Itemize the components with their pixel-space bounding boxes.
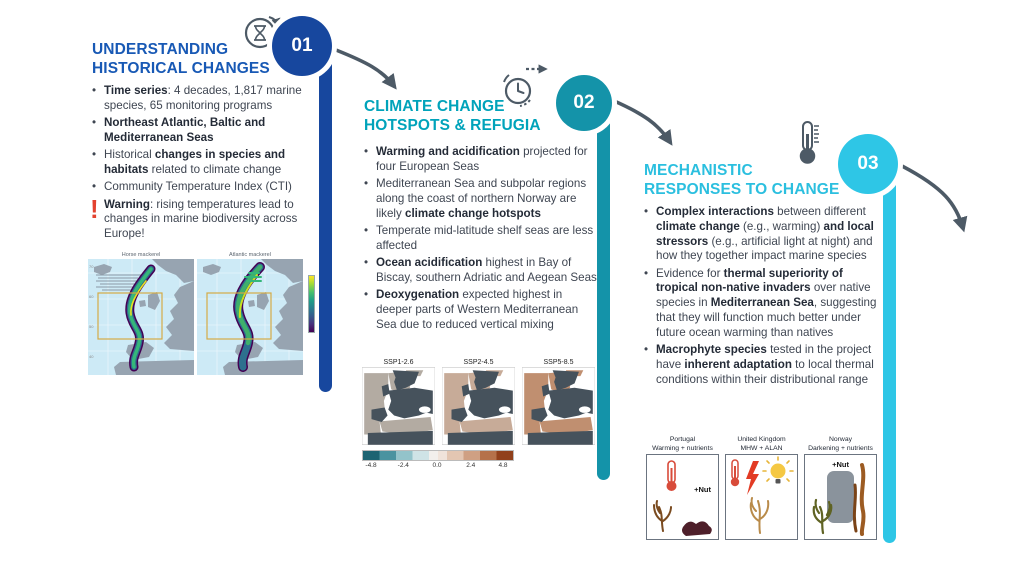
bullet-text: Northeast Atlantic, Baltic and Mediterranean Seas xyxy=(104,116,266,144)
svg-text:40: 40 xyxy=(89,354,94,359)
bullet-dot-icon: • xyxy=(364,256,369,270)
thermometer-icon xyxy=(795,120,821,166)
panel-title: Portugal Warming + nutrients xyxy=(652,436,713,452)
darkening-shade-rect xyxy=(827,471,854,523)
map-title: Horse mackerel xyxy=(121,252,161,258)
bullet-dot-icon: • xyxy=(644,266,649,280)
svg-text:70: 70 xyxy=(89,264,94,269)
section-03-title-line2: RESPONSES TO CHANGE xyxy=(644,181,840,198)
nutrients-label: +Nut xyxy=(694,485,711,494)
bullet-text: Deoxygenation expected highest in deeper parts of Western Mediterranean Sea due to reduced vertical mixing xyxy=(376,288,579,331)
heatwave-lightning-icon xyxy=(746,461,759,495)
nutrients-label: +Nut xyxy=(832,460,849,469)
step-number-01-label: 01 xyxy=(291,35,313,56)
svg-text:60: 60 xyxy=(89,294,94,299)
section-03-bullets xyxy=(644,205,884,390)
panel-portugal xyxy=(646,436,719,540)
step-number-03-label: 03 xyxy=(857,153,879,174)
bullet-text: Time series: 4 decades, 1,817 marine species, 65 monitoring programs xyxy=(104,84,302,112)
kelp-blade xyxy=(862,465,864,534)
panel-portugal-illustration xyxy=(647,455,718,537)
brown-seaweed xyxy=(654,501,671,531)
panel-title: United Kingdom MHW + ALAN xyxy=(737,436,786,452)
bullet-text: Warming and acidification projected for four European Seas xyxy=(376,145,588,173)
section-02-title-line2: HOTSPOTS & REFUGIA xyxy=(364,117,541,134)
bullet-text: Evidence for thermal superiority of tropical non-native invaders over native species in Mediterranean Sea, suggesting that they will function much better under future ocean warming than natives xyxy=(656,266,877,339)
panel-uk-box xyxy=(725,454,798,540)
section-02-title-line1: CLIMATE CHANGE xyxy=(364,98,505,115)
bullet-item xyxy=(644,205,884,264)
bullet-dot-icon: • xyxy=(92,84,97,97)
map-title: Atlantic mackerel xyxy=(229,252,271,258)
svg-text:50: 50 xyxy=(89,324,94,329)
kelp-blade-2 xyxy=(854,485,856,531)
bullet-dot-icon: • xyxy=(92,180,97,194)
bullet-dot-icon: • xyxy=(644,205,649,218)
colorbar-tick: -2.4 xyxy=(397,462,409,469)
bullet-dot-icon: • xyxy=(364,177,369,191)
bullet-dot-icon: • xyxy=(644,343,649,357)
panel-portugal-box xyxy=(646,454,719,540)
colorbar-tick: -4.8 xyxy=(365,462,377,469)
ssp-label: SSP1-2.6 xyxy=(383,359,414,366)
bullet-text: Mediterranean Sea and subpolar regions along the coast of northern Norway are likely climate change hotspots xyxy=(376,177,587,220)
section-03-title-line1: MECHANISTIC xyxy=(644,162,753,179)
panel-norway xyxy=(804,436,877,540)
bullet-dot-icon: • xyxy=(92,116,97,130)
green-seaweed xyxy=(814,500,831,533)
bullet-text: Macrophyte species tested in the project have inherent adaptation to local thermal conditions within their distributional range xyxy=(656,343,874,386)
section-03-connector-bar xyxy=(883,180,896,543)
tan-seaweed xyxy=(751,498,768,533)
red-algae-clump xyxy=(682,521,712,536)
ssp-label: SSP5-8.5 xyxy=(543,359,574,366)
step-number-03 xyxy=(838,134,898,194)
bullet-text: Warning: rising temperatures lead to changes in marine biodiversity across Europe! xyxy=(104,197,298,241)
section-01-connector-bar xyxy=(319,58,332,392)
bullet-item xyxy=(644,267,884,341)
panel-title: Norway Darkening + nutrients xyxy=(808,436,873,452)
colorbar-tick: 0.0 xyxy=(432,462,442,469)
bullet-item xyxy=(644,343,884,387)
bullet-text: Complex interactions between different climate change (e.g., warming) and local stressors (e.g., artificial light at night) and how they together impact marine species xyxy=(656,205,874,263)
panel-norway-box xyxy=(804,454,877,540)
bullet-text: Historical changes in species and habitats related to climate change xyxy=(104,148,286,176)
section-01-title-line2: HISTORICAL CHANGES xyxy=(92,60,270,77)
warning-exclamation-icon: ! xyxy=(90,193,99,224)
bullet-text: Ocean acidification highest in Bay of Biscay, southern Adriatic and Aegean Seas xyxy=(376,256,597,284)
bullet-text: Temperate mid-latitude shelf seas are less affected xyxy=(376,223,594,252)
colorbar-tick: 2.4 xyxy=(466,462,476,469)
bullet-dot-icon: • xyxy=(364,145,369,158)
bullet-text: Community Temperature Index (CTI) xyxy=(104,180,292,194)
clock-forward-icon xyxy=(496,62,554,112)
colorbar-tick: 4.8 xyxy=(498,462,508,469)
bullet-dot-icon: • xyxy=(364,288,369,302)
step-number-01 xyxy=(272,16,332,76)
ssp-label: SSP2-4.5 xyxy=(463,359,494,366)
bullet-dot-icon: • xyxy=(364,223,369,237)
bullet-dot-icon: • xyxy=(92,148,97,162)
section-01-title-line1: UNDERSTANDING xyxy=(92,41,229,58)
panel-united-kingdom xyxy=(725,436,798,540)
panel-uk-illustration xyxy=(726,455,797,537)
lightbulb-icon xyxy=(763,457,793,484)
section-02-connector-bar xyxy=(597,118,610,480)
experiment-panels-figure xyxy=(646,436,879,540)
step-number-02-label: 02 xyxy=(573,92,595,113)
step-number-02 xyxy=(556,75,612,131)
